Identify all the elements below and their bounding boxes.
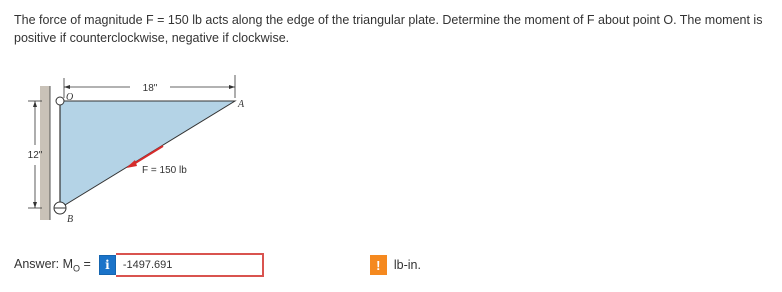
pin-o: [56, 97, 64, 105]
problem-statement: The force of magnitude F = 150 lb acts along the edge of the triangular plate. Determine the moment of F about point O. The moment is positive if counterclockwise, negative if clockwise.: [14, 13, 763, 45]
answer-label: Answer: $M_O$ =: [14, 256, 91, 274]
label-a: A: [238, 99, 245, 110]
answer-input[interactable]: [116, 255, 262, 275]
dim-horizontal: 18": [142, 83, 158, 94]
label-o: O: [66, 92, 74, 103]
units-label: lb-in.: [393, 258, 421, 272]
label-b: B: [67, 214, 74, 225]
warning-icon[interactable]: !: [370, 255, 387, 275]
info-icon[interactable]: i: [99, 255, 116, 275]
dim-vertical: 12": [27, 150, 43, 161]
answer-input-wrapper: [116, 253, 264, 277]
force-label: F = 150 lb: [142, 165, 187, 176]
answer-row: [14, 253, 421, 277]
triangular-plate-figure: [20, 70, 250, 230]
figure-svg: [20, 70, 250, 230]
